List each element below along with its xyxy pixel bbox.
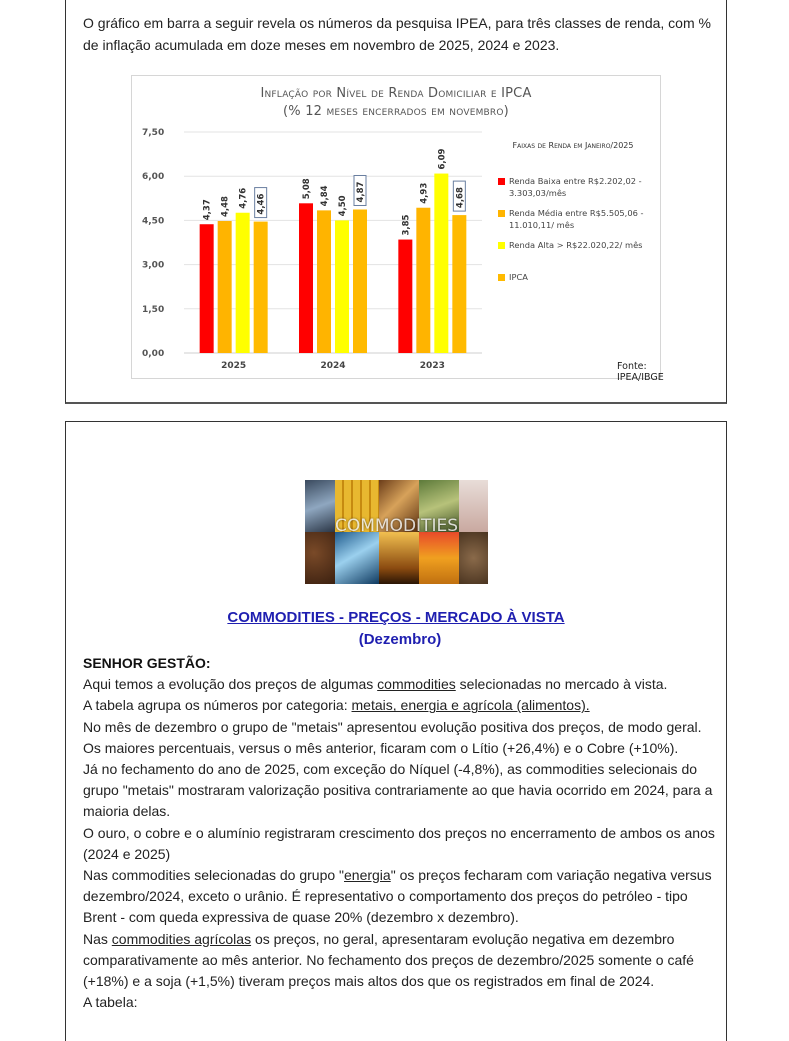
paragraph-1: [83, 674, 718, 695]
y-tick-label: 1,50: [142, 304, 165, 315]
data-label: 4,76: [238, 187, 249, 209]
bar: [254, 222, 268, 353]
text: selecionadas no mercado à vista.: [455, 676, 668, 693]
section-subtitle: (Dezembro): [358, 631, 442, 648]
legend-swatch: [498, 274, 505, 281]
data-label: 4,46: [256, 193, 267, 215]
x-tick-label: 2025: [221, 361, 247, 371]
legend-item: [498, 271, 658, 283]
paragraph-6: O ouro, o cobre e o alumínio registraram crescimento dos preços no encerramento de ambos os anos (2024 e 2025): [83, 824, 715, 862]
bar: [200, 224, 214, 353]
data-label: 4,68: [455, 187, 466, 209]
legend-label: Renda Média entre R$5.505,06 - 11.010,11/ mês: [509, 208, 644, 230]
y-tick-label: 7,50: [142, 128, 165, 138]
data-label: 4,37: [202, 199, 213, 221]
data-label: 4,84: [320, 185, 330, 207]
paragraph-3: No mês de dezembro o grupo de "metais" apresentou evolução positiva dos preços, de modo geral.: [83, 718, 702, 735]
legend-item: [498, 207, 654, 231]
bar: [434, 174, 448, 353]
data-label: 3,85: [401, 214, 412, 236]
text: Nas: [83, 930, 112, 947]
y-tick-label: 6,00: [142, 172, 165, 183]
commodities-image-label: COMMODITIES: [334, 516, 458, 536]
paragraph-8: [83, 929, 718, 993]
x-tick-label: 2023: [419, 361, 445, 371]
chart-source: Fonte: IPEA/IBGE: [617, 361, 664, 383]
bar: [416, 208, 430, 353]
paragraph-7: [83, 865, 718, 929]
section-title: [66, 609, 726, 627]
chart-section-box: [65, 0, 727, 404]
inflation-chart: [131, 75, 664, 383]
energia-link[interactable]: energia: [344, 867, 391, 884]
text: A tabela agrupa os números por categoria:: [83, 697, 352, 714]
bar: [317, 210, 331, 353]
legend-swatch: [498, 210, 505, 217]
data-label: 6,09: [437, 148, 448, 170]
data-label: 5,08: [302, 178, 312, 200]
legend-item: [498, 175, 644, 199]
chart-legend: [498, 140, 658, 291]
data-label: 4,93: [419, 182, 430, 204]
bar: [218, 221, 232, 353]
x-tick-label: 2024: [320, 361, 346, 371]
bar: [236, 213, 250, 353]
chart-title-line1: Inflação por Nível de Renda Domiciliar e IPCA: [260, 86, 532, 101]
greeting: SENHOR GESTÃO:: [83, 655, 211, 671]
section-title-link[interactable]: COMMODITIES - PREÇOS - MERCADO À VISTA: [227, 609, 565, 626]
legend-label: IPCA: [509, 272, 528, 282]
data-label: 4,50: [338, 195, 348, 217]
commodities-section-box: [65, 421, 727, 1041]
categories-link[interactable]: metais, energia e agrícola (alimentos).: [351, 697, 590, 714]
section-body: [83, 653, 718, 1013]
paragraph-9: A tabela:: [83, 994, 138, 1011]
bar: [353, 209, 367, 353]
intro-paragraph: O gráfico em barra a seguir revela os números da pesquisa IPEA, para três classes de renda, com % de inflação acumulada em doze meses em novembro de 2025, 2024 e 2023.: [83, 15, 711, 53]
chart-title-line2: (% 12 meses encerrados em novembro): [283, 104, 509, 119]
paragraph-5: Já no fechamento do ano de 2025, com exceção do Níquel (-4,8%), as commodities selecionais do grupo "metais" mostraram valorização positiva contrariamente ao que havia ocorrido em 2024, para a maioria delas.: [83, 761, 713, 820]
text: " os preços fecharam com variação negativa versus dezembro/2024, exceto o urânio. É representativo o comportamento dos preços do petróleo - tipo Brent - com queda expressiva de quase 20% (dezembro x dezembro).: [83, 867, 712, 926]
legend-title: Faixas de Renda em Janeiro/2025: [512, 141, 634, 150]
legend-swatch: [498, 178, 505, 185]
paragraph-2: [83, 695, 718, 716]
y-tick-label: 4,50: [142, 216, 165, 227]
bar: [299, 203, 313, 353]
text: Aqui temos a evolução dos preços de algumas: [83, 676, 378, 693]
legend-label: Renda Baixa entre R$2.202,02 - 3.303,03/mês: [509, 176, 642, 198]
bar: [398, 240, 412, 353]
data-label: 4,48: [220, 196, 231, 217]
bar: [452, 215, 466, 353]
data-label: 4,87: [356, 181, 366, 203]
bar: [335, 220, 349, 353]
commodities-image: [305, 480, 488, 584]
legend-item: [498, 239, 658, 251]
agricolas-link[interactable]: commodities agrícolas: [111, 930, 252, 947]
y-tick-label: 3,00: [142, 260, 165, 271]
legend-label: Renda Alta > R$22.020,22/ mês: [509, 240, 643, 250]
text: os preços, no geral, apresentaram evolução negativa em dezembro comparativamente ao mês anterior. No fechamento dos preços de dezembro/2025 somente o café (+18%) e a soja (+1,5%) tiveram preços mais altos dos que os registrados em final de 2024.: [83, 930, 694, 990]
commodities-link[interactable]: commodities: [377, 676, 456, 693]
legend-swatch: [498, 242, 505, 249]
y-tick-label: 0,00: [142, 349, 165, 359]
paragraph-4: Os maiores percentuais, versus o mês anterior, ficaram com o Lítio (+26,4%) e o Cobre (+10%).: [83, 739, 679, 756]
text: Nas commodities selecionadas do grupo ": [83, 867, 344, 884]
